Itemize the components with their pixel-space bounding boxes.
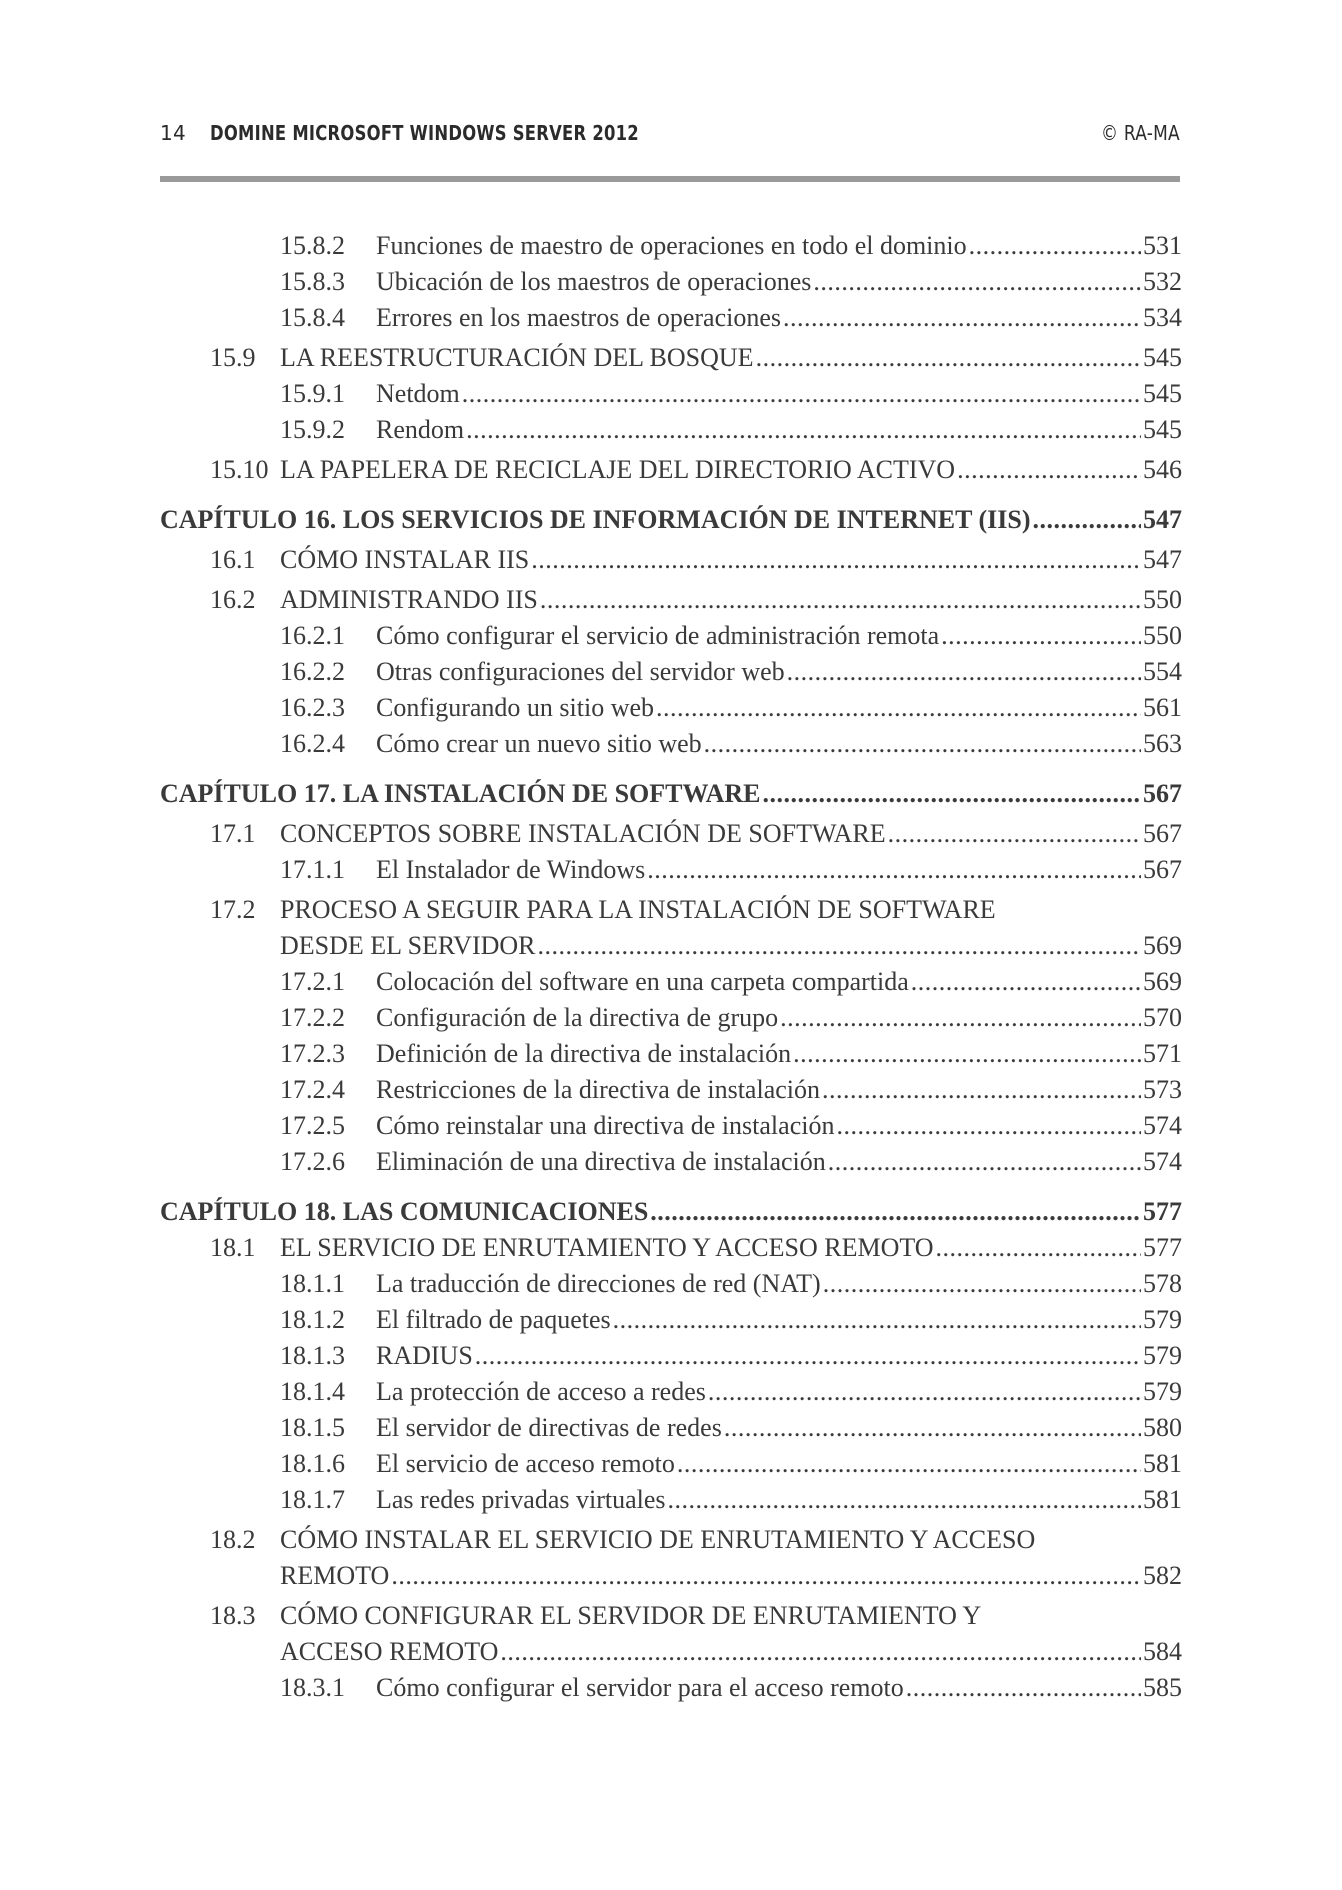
toc-entry[interactable] <box>160 816 1182 852</box>
dot-leader <box>540 582 1141 618</box>
entry-title: Las redes privadas virtuales <box>376 1485 666 1514</box>
dot-leader <box>957 452 1141 488</box>
table-of-contents <box>160 228 1182 1706</box>
entry-number: 16.1 <box>210 545 256 574</box>
entry-title-line1: PROCESO A SEGUIR PARA LA INSTALACIÓN DE SOFTWARE <box>280 895 996 924</box>
entry-number: 17.1.1 <box>280 855 345 884</box>
dot-leader <box>823 1266 1141 1302</box>
entry-title: Eliminación de una directiva de instalación <box>376 1147 826 1176</box>
entry-number: 17.1 <box>210 819 256 848</box>
chapter-title: CAPÍTULO 16. LOS SERVICIOS DE INFORMACIÓN DE INTERNET (IIS) <box>160 505 1031 534</box>
entry-page: 579 <box>1143 1377 1182 1406</box>
dot-leader <box>538 928 1141 964</box>
toc-chapter[interactable] <box>160 776 1182 812</box>
toc-entry[interactable] <box>160 1338 1182 1374</box>
entry-number: 16.2.3 <box>280 693 345 722</box>
entry-number: 17.2.3 <box>280 1039 345 1068</box>
entry-title: Cómo crear un nuevo sitio web <box>376 729 702 758</box>
header-rule <box>160 176 1180 182</box>
toc-entry[interactable] <box>160 412 1182 448</box>
toc-entry-wrapped-line2 <box>160 1558 1182 1594</box>
entry-page: 569 <box>1143 931 1182 960</box>
chapter-title: CAPÍTULO 17. LA INSTALACIÓN DE SOFTWARE <box>160 779 761 808</box>
dot-leader <box>466 412 1141 448</box>
dot-leader <box>677 1446 1141 1482</box>
entry-number: 17.2.1 <box>280 967 345 996</box>
entry-page: 567 <box>1143 855 1182 884</box>
entry-title: Ubicación de los maestros de operaciones <box>376 267 812 296</box>
entry-title: RADIUS <box>376 1341 473 1370</box>
entry-number: 17.2.2 <box>280 1003 345 1032</box>
entry-title: LA REESTRUCTURACIÓN DEL BOSQUE <box>280 343 754 372</box>
entry-number: 15.9 <box>210 343 256 372</box>
toc-entry[interactable] <box>160 1302 1182 1338</box>
entry-number: 16.2 <box>210 585 256 614</box>
entry-number: 18.1.3 <box>280 1341 345 1370</box>
entry-title-line1: CÓMO CONFIGURAR EL SERVIDOR DE ENRUTAMIENTO Y <box>280 1601 982 1630</box>
dot-leader <box>969 228 1141 264</box>
entry-page: 580 <box>1143 1413 1182 1442</box>
dot-leader <box>1032 502 1141 538</box>
entry-page: 563 <box>1143 729 1182 758</box>
entry-title: El servidor de directivas de redes <box>376 1413 722 1442</box>
entry-title: ADMINISTRANDO IIS <box>280 585 538 614</box>
entry-number: 15.8.2 <box>280 231 345 260</box>
entry-title: LA PAPELERA DE RECICLAJE DEL DIRECTORIO ACTIVO <box>280 455 956 484</box>
entry-page: 581 <box>1143 1449 1182 1478</box>
dot-leader <box>828 1144 1141 1180</box>
dot-leader <box>780 1000 1141 1036</box>
entry-page: 579 <box>1143 1305 1182 1334</box>
entry-number: 15.8.3 <box>280 267 345 296</box>
toc-entry[interactable] <box>160 582 1182 618</box>
entry-title: Cómo reinstalar una directiva de instalación <box>376 1111 835 1140</box>
toc-entry[interactable] <box>160 452 1182 488</box>
entry-number: 16.2.4 <box>280 729 345 758</box>
dot-leader <box>462 376 1141 412</box>
entry-page: 584 <box>1143 1637 1182 1666</box>
entry-number: 18.3 <box>210 1601 256 1630</box>
chapter-page: 577 <box>1143 1197 1182 1226</box>
entry-title: El filtrado de paquetes <box>376 1305 611 1334</box>
entry-number: 15.9.1 <box>280 379 345 408</box>
entry-title: Cómo configurar el servicio de administración remota <box>376 621 940 650</box>
dot-leader <box>613 1302 1141 1338</box>
entry-number: 18.1.1 <box>280 1269 345 1298</box>
entry-title: Restricciones de la directiva de instalación <box>376 1075 820 1104</box>
toc-entry-wrapped[interactable] <box>160 1522 1182 1558</box>
toc-entry[interactable] <box>160 618 1182 654</box>
dot-leader <box>822 1072 1141 1108</box>
entry-title: Netdom <box>376 379 460 408</box>
dot-leader <box>911 964 1141 1000</box>
dot-leader <box>888 816 1141 852</box>
entry-title-line2: ACCESO REMOTO <box>280 1637 499 1666</box>
entry-number: 15.9.2 <box>280 415 345 444</box>
toc-entry[interactable] <box>160 1072 1182 1108</box>
entry-number: 17.2.4 <box>280 1075 345 1104</box>
toc-chapter[interactable] <box>160 1194 1182 1230</box>
dot-leader <box>475 1338 1141 1374</box>
toc-entry[interactable] <box>160 690 1182 726</box>
toc-entry[interactable] <box>160 376 1182 412</box>
entry-page: 550 <box>1143 585 1182 614</box>
chapter-title: CAPÍTULO 18. LAS COMUNICACIONES <box>160 1197 649 1226</box>
dot-leader <box>647 852 1141 888</box>
entry-title: La traducción de direcciones de red (NAT) <box>376 1269 821 1298</box>
dot-leader <box>656 690 1141 726</box>
dot-leader <box>941 618 1141 654</box>
book-title: DOMINE MICROSOFT WINDOWS SERVER 2012 <box>210 121 640 145</box>
toc-entry[interactable] <box>160 1670 1182 1706</box>
entry-title: El Instalador de Windows <box>376 855 646 884</box>
entry-title: Definición de la directiva de instalación <box>376 1039 792 1068</box>
entry-number: 15.8.4 <box>280 303 345 332</box>
entry-page: 545 <box>1143 379 1182 408</box>
dot-leader <box>756 340 1141 376</box>
entry-title: Configuración de la directiva de grupo <box>376 1003 779 1032</box>
publisher: © RA-MA <box>1100 121 1180 145</box>
entry-title: EL SERVICIO DE ENRUTAMIENTO Y ACCESO REMOTO <box>280 1233 934 1262</box>
dot-leader <box>906 1670 1141 1706</box>
entry-number: 17.2 <box>210 895 256 924</box>
toc-entry[interactable] <box>160 1266 1182 1302</box>
entry-number: 17.2.5 <box>280 1111 345 1140</box>
toc-entry[interactable] <box>160 1374 1182 1410</box>
entry-number: 18.1 <box>210 1233 256 1262</box>
entry-page: 585 <box>1143 1673 1182 1702</box>
entry-number: 16.2.2 <box>280 657 345 686</box>
entry-page: 550 <box>1143 621 1182 650</box>
entry-page: 577 <box>1143 1233 1182 1262</box>
entry-title: Otras configuraciones del servidor web <box>376 657 785 686</box>
entry-title-line1: CÓMO INSTALAR EL SERVICIO DE ENRUTAMIENTO Y ACCESO <box>280 1525 1036 1554</box>
entry-title: Configurando un sitio web <box>376 693 655 722</box>
entry-page: 545 <box>1143 415 1182 444</box>
entry-page: 573 <box>1143 1075 1182 1104</box>
entry-page: 574 <box>1143 1147 1182 1176</box>
dot-leader <box>391 1558 1141 1594</box>
entry-title-line2: DESDE EL SERVIDOR <box>280 931 536 960</box>
dot-leader <box>936 1230 1141 1266</box>
entry-page: 570 <box>1143 1003 1182 1032</box>
entry-page: 561 <box>1143 693 1182 722</box>
toc-chapter[interactable] <box>160 502 1182 538</box>
entry-page: 569 <box>1143 967 1182 996</box>
toc-entry[interactable] <box>160 654 1182 690</box>
toc-entry[interactable] <box>160 228 1182 264</box>
dot-leader <box>793 1036 1141 1072</box>
toc-entry[interactable] <box>160 1000 1182 1036</box>
toc-entry[interactable] <box>160 1144 1182 1180</box>
dot-leader <box>668 1482 1141 1518</box>
entry-title: CONCEPTOS SOBRE INSTALACIÓN DE SOFTWARE <box>280 819 886 848</box>
entry-page: 545 <box>1143 343 1182 372</box>
entry-number: 16.2.1 <box>280 621 345 650</box>
entry-number: 18.1.4 <box>280 1377 345 1406</box>
entry-title: Funciones de maestro de operaciones en todo el dominio <box>376 231 967 260</box>
entry-number: 18.1.2 <box>280 1305 345 1334</box>
dot-leader <box>650 1194 1141 1230</box>
dot-leader <box>708 1374 1141 1410</box>
entry-number: 18.1.5 <box>280 1413 345 1442</box>
dot-leader <box>763 776 1141 812</box>
entry-page: 546 <box>1143 455 1182 484</box>
entry-title: Cómo configurar el servidor para el acceso remoto <box>376 1673 904 1702</box>
toc-entry-wrapped-line2 <box>160 928 1182 964</box>
entry-page: 531 <box>1143 231 1182 260</box>
entry-number: 15.10 <box>210 455 269 484</box>
toc-entry[interactable] <box>160 964 1182 1000</box>
entry-title: CÓMO INSTALAR IIS <box>280 545 530 574</box>
entry-page: 571 <box>1143 1039 1182 1068</box>
dot-leader <box>704 726 1141 762</box>
entry-page: 578 <box>1143 1269 1182 1298</box>
toc-entry[interactable] <box>160 340 1182 376</box>
dot-leader <box>783 300 1141 336</box>
entry-title: Colocación del software en una carpeta compartida <box>376 967 909 996</box>
toc-entry[interactable] <box>160 1036 1182 1072</box>
entry-page: 534 <box>1143 303 1182 332</box>
dot-leader <box>531 542 1141 578</box>
header-left <box>160 121 733 145</box>
toc-entry-wrapped[interactable] <box>160 892 1182 928</box>
entry-page: 547 <box>1143 545 1182 574</box>
toc-entry[interactable] <box>160 1410 1182 1446</box>
entry-title: La protección de acceso a redes <box>376 1377 706 1406</box>
toc-entry[interactable] <box>160 1230 1182 1266</box>
dot-leader <box>724 1410 1141 1446</box>
dot-leader <box>813 264 1141 300</box>
entry-page: 532 <box>1143 267 1182 296</box>
entry-number: 18.1.7 <box>280 1485 345 1514</box>
toc-entry-wrapped[interactable] <box>160 1598 1182 1634</box>
chapter-page: 567 <box>1143 779 1182 808</box>
toc-entry[interactable] <box>160 852 1182 888</box>
entry-title: Errores en los maestros de operaciones <box>376 303 782 332</box>
entry-number: 18.2 <box>210 1525 256 1554</box>
entry-number: 18.1.6 <box>280 1449 345 1478</box>
chapter-page: 547 <box>1143 505 1182 534</box>
toc-entry[interactable] <box>160 264 1182 300</box>
entry-number: 18.3.1 <box>280 1673 345 1702</box>
entry-title: Rendom <box>376 415 465 444</box>
page-number: 14 <box>160 121 187 145</box>
entry-title-line2: REMOTO <box>280 1561 390 1590</box>
entry-title: El servicio de acceso remoto <box>376 1449 675 1478</box>
dot-leader <box>787 654 1141 690</box>
toc-entry[interactable] <box>160 726 1182 762</box>
toc-entry-wrapped-line2 <box>160 1634 1182 1670</box>
entry-page: 554 <box>1143 657 1182 686</box>
entry-page: 582 <box>1143 1561 1182 1590</box>
running-header <box>160 118 1180 148</box>
entry-page: 579 <box>1143 1341 1182 1370</box>
toc-entry[interactable] <box>160 542 1182 578</box>
dot-leader <box>500 1634 1141 1670</box>
toc-entry[interactable] <box>160 300 1182 336</box>
entry-number: 17.2.6 <box>280 1147 345 1176</box>
entry-page: 581 <box>1143 1485 1182 1514</box>
entry-page: 574 <box>1143 1111 1182 1140</box>
toc-entry[interactable] <box>160 1108 1182 1144</box>
toc-entry[interactable] <box>160 1482 1182 1518</box>
entry-page: 567 <box>1143 819 1182 848</box>
dot-leader <box>836 1108 1141 1144</box>
toc-entry[interactable] <box>160 1446 1182 1482</box>
